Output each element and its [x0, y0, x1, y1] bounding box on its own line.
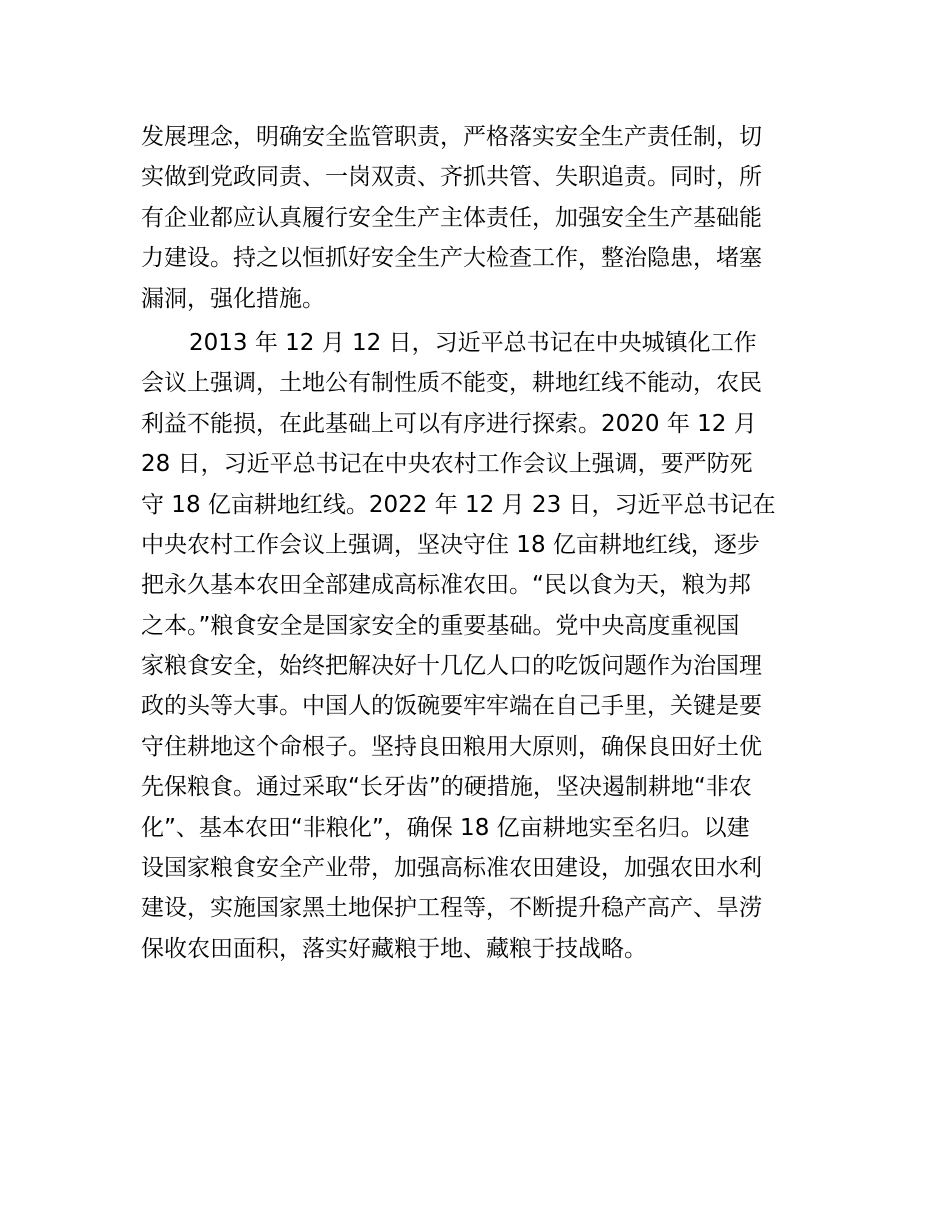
paragraph-line: 守住耕地这个命根子。坚持良田粮用大原则，确保良田好土优: [141, 733, 762, 760]
paragraph-1: [141, 117, 813, 319]
paragraph-line: 利益不能损，在此基础上可以有序进行探索。2020 年 12 月: [141, 410, 757, 437]
paragraph-line: 把永久基本农田全部建成高标准农田。“民以食为天，粮为邦: [141, 572, 751, 599]
paragraph-line: 之本。”粮食安全是国家安全的重要基础。党中央高度重视国: [141, 612, 740, 639]
paragraph-line: 设国家粮食安全产业带，加强高标准农田建设，加强农田水利: [141, 855, 762, 882]
paragraph-line: 2013 年 12 月 12 日，习近平总书记在中央城镇化工作: [189, 329, 757, 356]
paragraph-line: 有企业都应认真履行安全生产主体责任，加强安全生产基础能: [141, 204, 762, 231]
paragraph-line: 化”、基本农田“非粮化”，确保 18 亿亩耕地实至名归。以建: [141, 814, 750, 841]
paragraph-line: 先保粮食。通过采取“长牙齿”的硬措施，坚决遏制耕地“非农: [141, 774, 752, 801]
paragraph-line: 守 18 亿亩耕地红线。2022 年 12 月 23 日，习近平总书记在: [141, 491, 776, 518]
paragraph-line: 政的头等大事。中国人的饭碗要牢牢端在自己手里，关键是要: [141, 693, 762, 720]
paragraph-line: 力建设。持之以恒抓好安全生产大检查工作，整治隐患，堵塞: [141, 245, 762, 272]
paragraph-line: 保收农田面积，落实好藏粮于地、藏粮于技战略。: [141, 935, 647, 962]
paragraph-line: 建设，实施国家黑土地保护工程等，不断提升稳产高产、旱涝: [141, 895, 762, 922]
paragraph-line: 会议上强调，土地公有制性质不能变，耕地红线不能动，农民: [141, 370, 762, 397]
paragraph-line: 发展理念，明确安全监管职责，严格落实安全生产责任制，切: [141, 124, 762, 150]
paragraph-line: 漏洞，强化措施。: [141, 285, 325, 312]
document-body: [141, 117, 813, 969]
paragraph-line: 中央农村工作会议上强调，坚决守住 18 亿亩耕地红线，逐步: [141, 531, 760, 558]
paragraph-line: 家粮食安全，始终把解决好十几亿人口的吃饭问题作为治国理: [141, 653, 762, 680]
paragraph-line: 实做到党政同责、一岗双责、齐抓共管、失职追责。同时，所: [141, 164, 762, 191]
paragraph-line: 28 日，习近平总书记在中央农村工作会议上强调，要严防死: [141, 451, 753, 478]
paragraph-2: [141, 323, 813, 969]
